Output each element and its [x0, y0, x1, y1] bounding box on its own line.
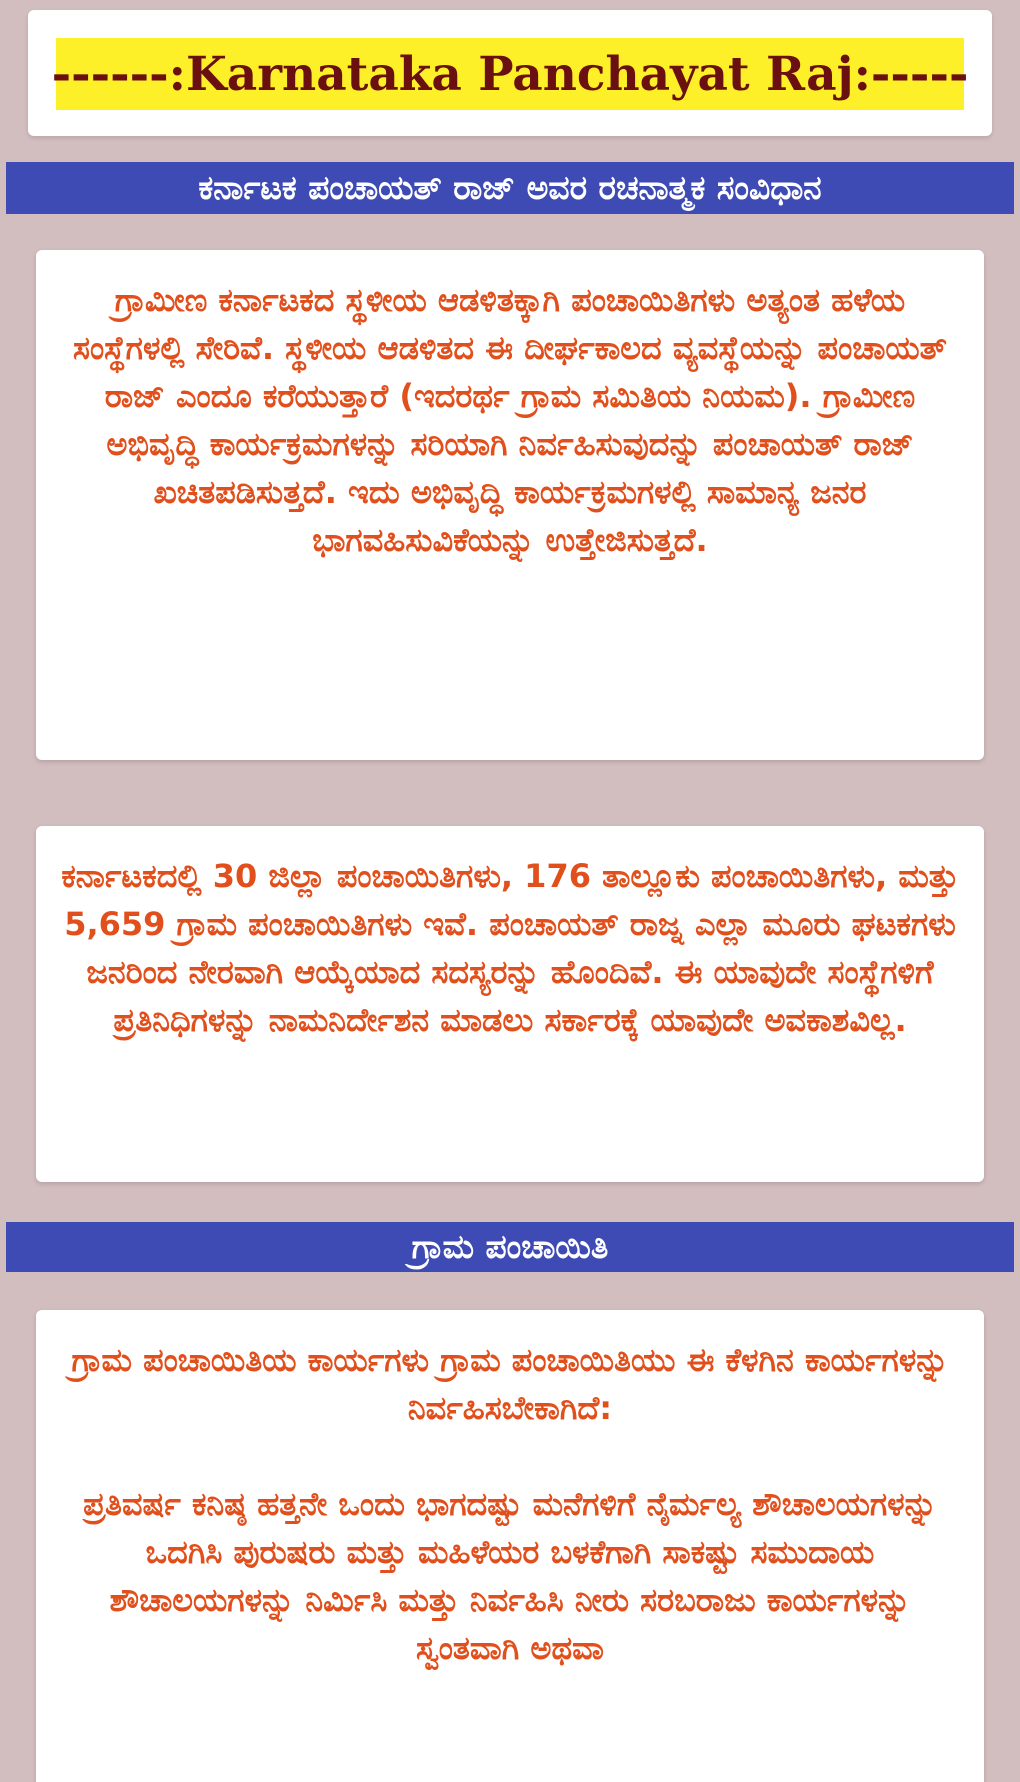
content-card-intro	[36, 250, 984, 760]
section-heading-structure: ಕರ್ನಾಟಕ ಪಂಚಾಯತ್ ರಾಜ್ ಅವರ ರಚನಾತ್ಮಕ ಸಂವಿಧಾನ	[6, 162, 1014, 214]
card-paragraph: ಪ್ರತಿವರ್ಷ ಕನಿಷ್ಠ ಹತ್ತನೇ ಒಂದು ಭಾಗದಷ್ಟು ಮನೆಗಳಿಗೆ ನೈರ್ಮಲ್ಯ ಶೌಚಾಲಯಗಳನ್ನು ಒದಗಿಸಿ ಪುರುಷರು ಮತ್ತು ಮಹಿಳೆಯರ ಬಳಕೆಗಾಗಿ ಸಾಕಷ್ಟು ಸಮುದಾಯ ಶೌಚಾಲಯಗಳನ್ನು ನಿರ್ಮಿಸಿ ಮತ್ತು ನಿರ್ವಹಿಸಿ ನೀರು ಸರಬರಾಜು ಕಾರ್ಯಗಳನ್ನು ಸ್ವಂತವಾಗಿ ಅಥವಾ	[83, 1485, 937, 1667]
page-title: ------:Karnataka Panchayat Raj:-----	[56, 38, 964, 110]
card-paragraph: ಕರ್ನಾಟಕದಲ್ಲಿ 30 ಜಿಲ್ಲಾ ಪಂಚಾಯಿತಿಗಳು, 176 ತಾಲ್ಲೂಕು ಪಂಚಾಯಿತಿಗಳು, ಮತ್ತು 5,659 ಗ್ರಾಮ ಪಂಚಾಯಿತಿಗಳು ಇವೆ. ಪಂಚಾಯತ್ ರಾಜ್ನ ಎಲ್ಲಾ ಮೂರು ಘಟಕಗಳು ಜನರಿಂದ ನೇರವಾಗಿ ಆಯ್ಕೆಯಾದ ಸದಸ್ಯರನ್ನು ಹೊಂದಿವೆ. ಈ ಯಾವುದೇ ಸಂಸ್ಥೆಗಳಿಗೆ ಪ್ರತಿನಿಧಿಗಳನ್ನು ನಾಮನಿರ್ದೇಶನ ಮಾಡಲು ಸರ್ಕಾರಕ್ಕೆ ಯಾವುದೇ ಅವಕಾಶವಿಲ್ಲ.	[61, 857, 959, 1039]
card-paragraph: ಗ್ರಾಮ ಪಂಚಾಯಿತಿಯ ಕಾರ್ಯಗಳು ಗ್ರಾಮ ಪಂಚಾಯಿತಿಯು ಈ ಕೆಳಗಿನ ಕಾರ್ಯಗಳನ್ನು ನಿರ್ವಹಿಸಬೇಕಾಗಿದೆ:	[71, 1341, 949, 1427]
content-card-functions	[36, 1310, 984, 1782]
card-paragraph: ಗ್ರಾಮೀಣ ಕರ್ನಾಟಕದ ಸ್ಥಳೀಯ ಆಡಳಿತಕ್ಕಾಗಿ ಪಂಚಾಯಿತಿಗಳು ಅತ್ಯಂತ ಹಳೆಯ ಸಂಸ್ಥೆಗಳಲ್ಲಿ ಸೇರಿವೆ. ಸ್ಥಳೀಯ ಆಡಳಿತದ ಈ ದೀರ್ಘಕಾಲದ ವ್ಯವಸ್ಥೆಯನ್ನು ಪಂಚಾಯತ್ ರಾಜ್ ಎಂದೂ ಕರೆಯುತ್ತಾರೆ (ಇದರರ್ಥ ಗ್ರಾಮ ಸಮಿತಿಯ ನಿಯಮ). ಗ್ರಾಮೀಣ ಅಭಿವೃದ್ಧಿ ಕಾರ್ಯಕ್ರಮಗಳನ್ನು ಸರಿಯಾಗಿ ನಿರ್ವಹಿಸುವುದನ್ನು ಪಂಚಾಯತ್ ರಾಜ್ ಖಚಿತಪಡಿಸುತ್ತದೆ. ಇದು ಅಭಿವೃದ್ಧಿ ಕಾರ್ಯಕ್ರಮಗಳಲ್ಲಿ ಸಾಮಾನ್ಯ ಜನರ ಭಾಗವಹಿಸುವಿಕೆಯನ್ನು ಉತ್ತೇಜಿಸುತ್ತದೆ.	[72, 281, 947, 559]
section-heading-gram-panchayat: ಗ್ರಾಮ ಪಂಚಾಯಿತಿ	[6, 1222, 1014, 1272]
title-card	[28, 10, 992, 136]
content-card-statistics	[36, 826, 984, 1182]
